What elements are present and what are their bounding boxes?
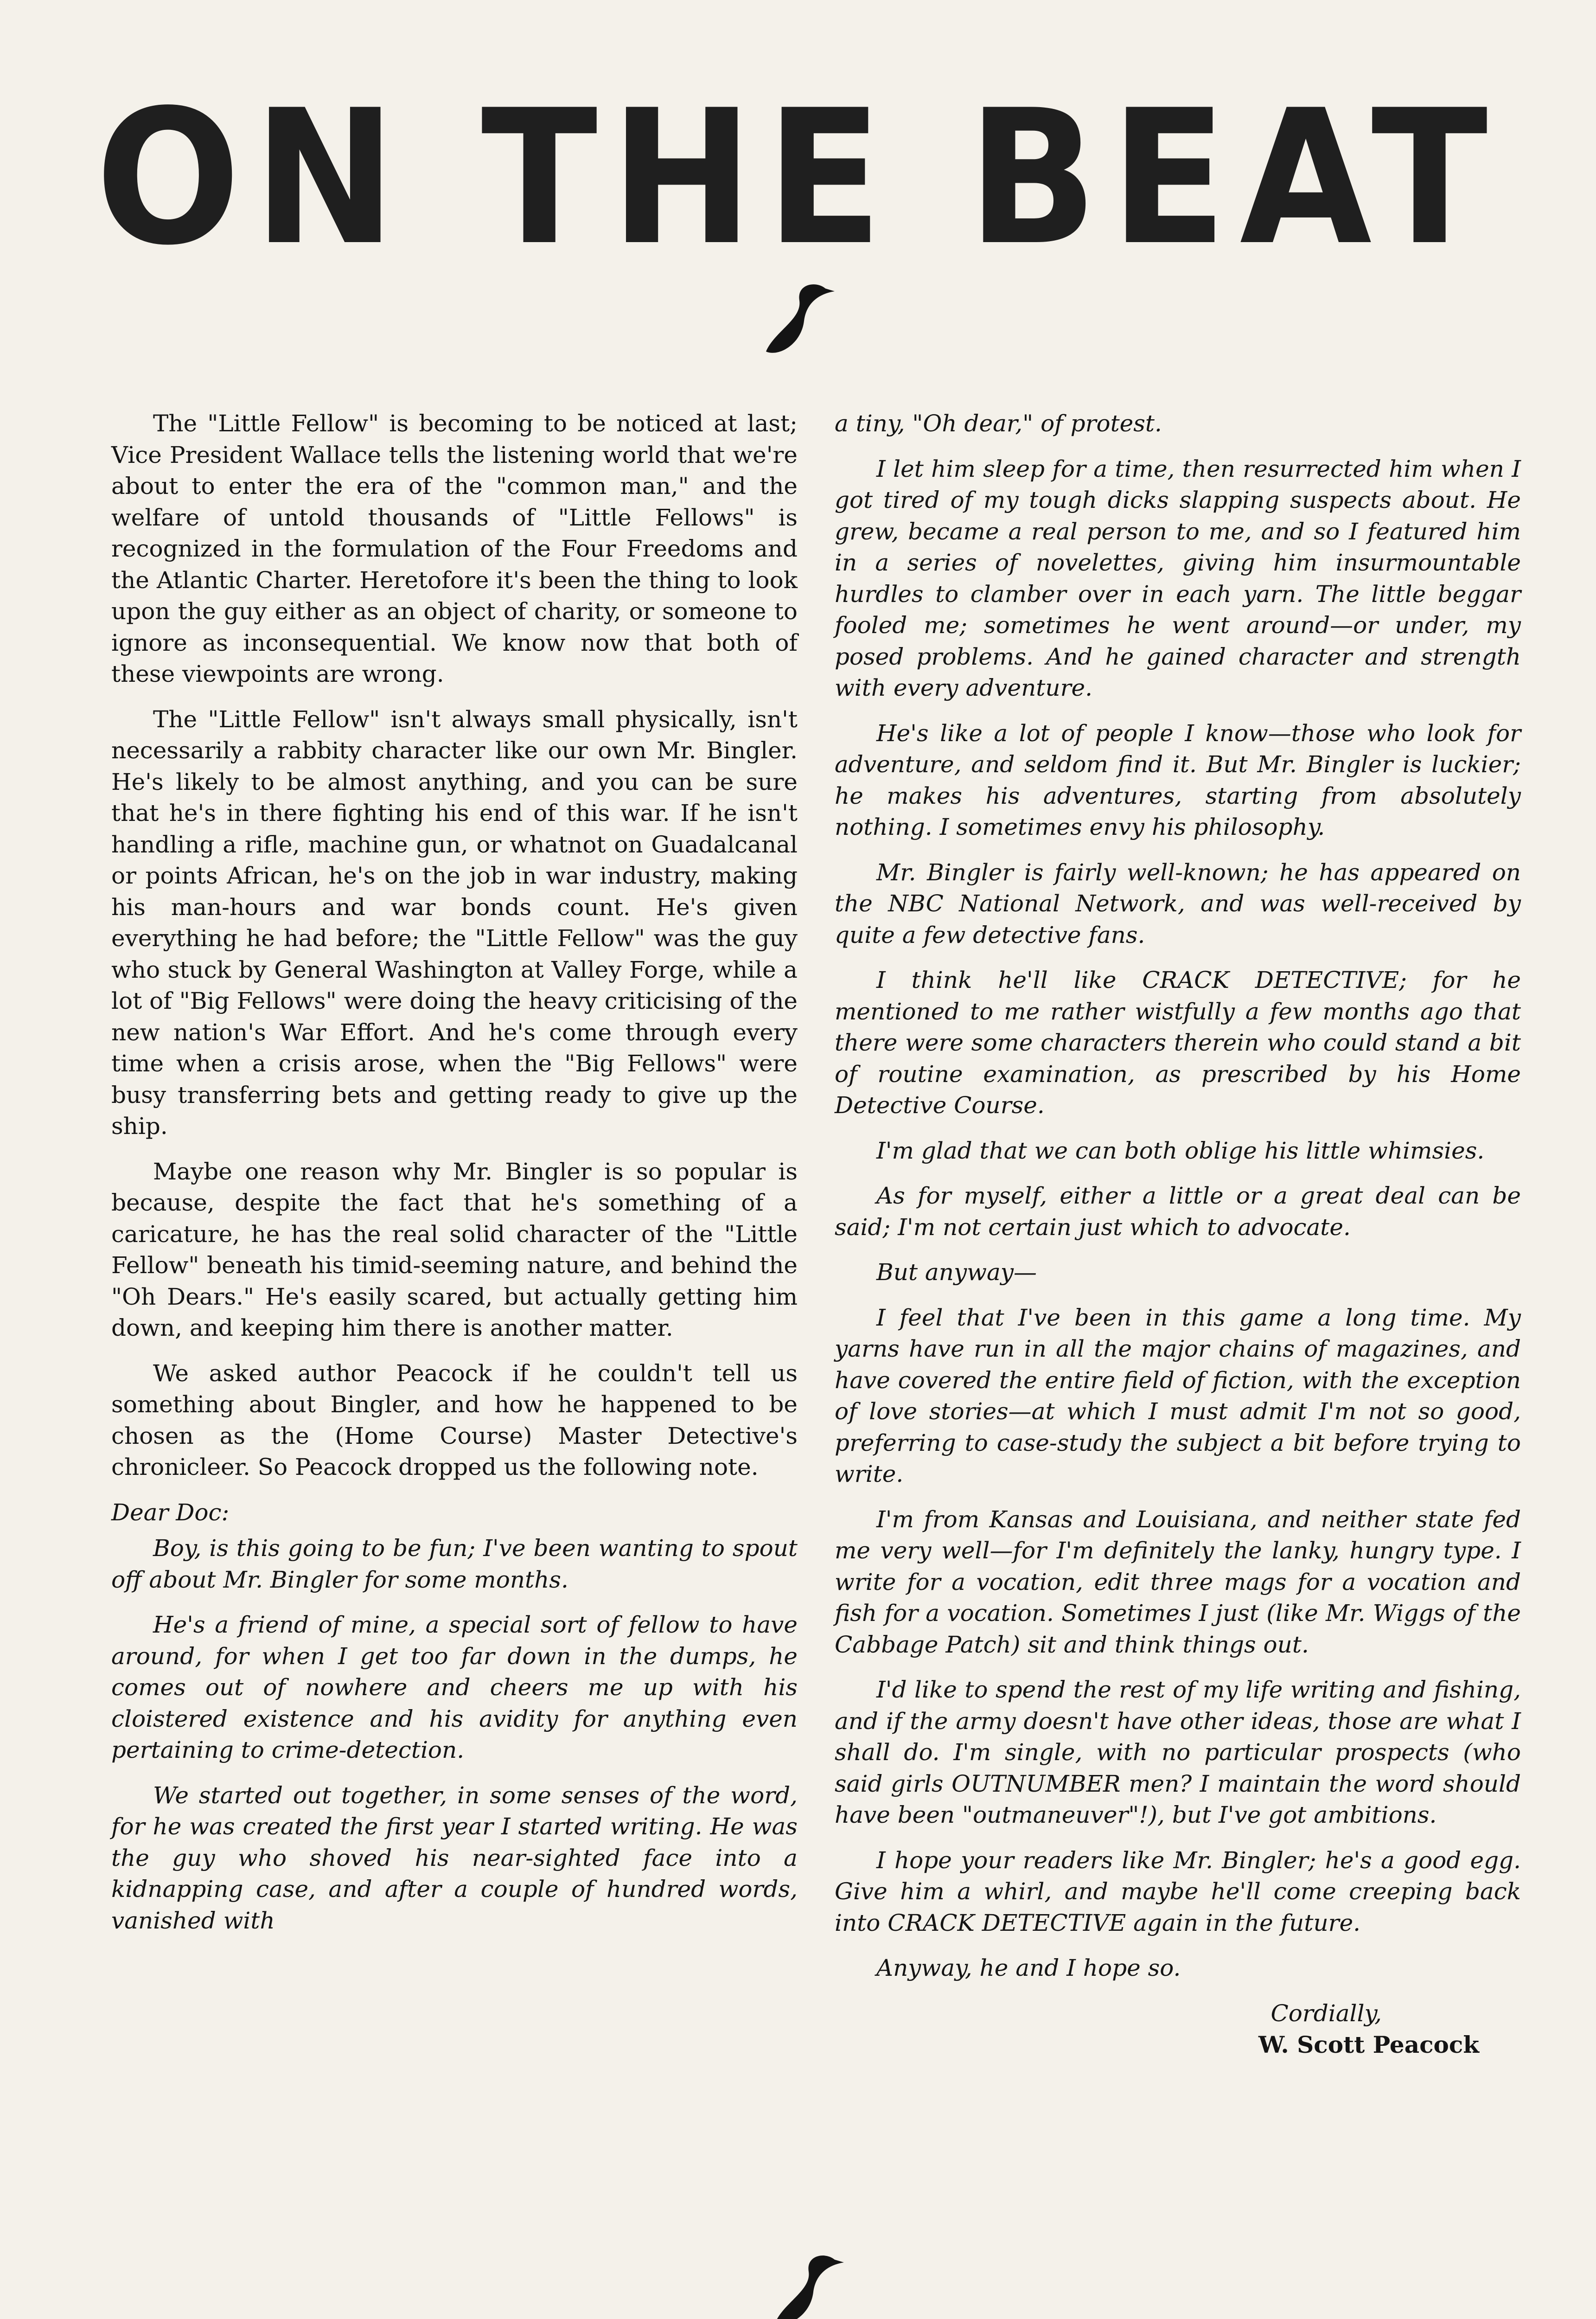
letter-paragraph: He's like a lot of people I know—those who look for adventure, and seldom find it. But Mr. Bingler is luckier; he makes his adventures, starting from absolutely nothing. I sometimes envy his philosophy. [835, 719, 1521, 840]
letter-paragraph: I'd like to spend the rest of my life writing and fishing, and if the army doesn't have other ideas, those are what I shall do. I'm single, with no particular prospects (who said girls OUTNUMBER men? I maintain the word should have been "outmaneuver"!), but I've got ambitions. [835, 1676, 1521, 1828]
letter-paragraph: I'm glad that we can both oblige his little whimsies. [876, 1137, 1485, 1164]
paragraph: We asked author Peacock if he couldn't tell us something about Bingler, and how he happened to be chosen as the (Home Course) Master Detective's chronicleer. So Peacock dropped us the following note. [111, 1359, 798, 1480]
swash-ornament-icon [756, 278, 849, 362]
letter-closing: Cordially, [1270, 1999, 1382, 2027]
letter-paragraph: a tiny, "Oh dear," of protest. [835, 410, 1162, 437]
swash-ornament-icon [765, 2249, 858, 2319]
letter-paragraph: Mr. Bingler is fairly well-known; he has appeared on the NBC National Network, and was well-received by quite a few detective fans. [835, 858, 1521, 948]
letter-paragraph: As for myself, either a little or a great deal can be said; I'm not certain just which to advocate. [835, 1182, 1521, 1241]
letter-paragraph: But anyway— [876, 1259, 1037, 1286]
letter-paragraph: I feel that I've been in this game a long time. My yarns have run in all the major chains of magazines, and have covered the entire field of fiction, with the exception of love stories—at which I must admit I'm not so good, preferring to case-study the subject a bit before trying to write. [835, 1304, 1521, 1487]
letter-signature: W. Scott Peacock [1258, 2031, 1479, 2058]
letter-paragraph: Boy, is this going to be fun; I've been wanting to spout off about Mr. Bingler for some months. [111, 1535, 798, 1593]
paragraph: The "Little Fellow" is becoming to be noticed at last; Vice President Wallace tells the listening world that we're about to enter the era of the "common man," and the welfare of untold thousands of "Little Fellows" is recognized in the formulation of the Four Freedoms and the Atlantic Charter. Heretofore it's been the thing to look upon the guy either as an object of charity, or someone to ignore as inconsequential. We know now that both of these viewpoints are wrong. [111, 410, 798, 687]
letter-paragraph: Anyway, he and I hope so. [876, 1954, 1181, 1981]
paragraph: Maybe one reason why Mr. Bingler is so popular is because, despite the fact that he's something of a caricature, he has the real solid character of the "Little Fellow" beneath his timid-seeming nature, and behind the "Oh Dears." He's easily scared, but actually getting him down, and keeping him there is another matter. [111, 1158, 798, 1341]
letter-paragraph: I hope your readers like Mr. Bingler; he's a good egg. Give him a whirl, and maybe he'll come creeping back into CRACK DETECTIVE again in the future. [835, 1846, 1521, 1936]
page-title: ON THE BEAT [95, 70, 1501, 286]
paragraph: The "Little Fellow" isn't always small physically, isn't necessarily a rabbity character like our own Mr. Bingler. He's likely to be almost anything, and you can be sure that he's in there fighting his end of this war. If he isn't handling a rifle, machine gun, or whatnot on Guadalcanal or points African, he's on the job in war industry, making his man-hours and war bonds count. He's given everything he had before; the "Little Fellow" was the guy who stuck by General Washington at Valley Forge, while a lot of "Big Fellows" were doing the heavy criticising of the new nation's War Effort. And he's come through every time when a crisis arose, when the "Big Fellows" were busy transferring bets and getting ready to give up the ship. [111, 705, 798, 1140]
left-column [111, 408, 798, 1950]
letter-paragraph: He's a friend of mine, a special sort of fellow to have around, for when I get too far down in the dumps, he comes out of nowhere and cheers me up with his cloistered existence and his avidity for anything even pertaining to crime-detection. [111, 1611, 798, 1763]
right-column [835, 408, 1521, 2061]
letter-paragraph: I'm from Kansas and Louisiana, and neither state fed me very well—for I'm definitely the lanky, hungry type. I write for a vocation, edit three mags for a vocation and fish for a vocation. Sometimes I just (like Mr. Wiggs of the Cabbage Patch) sit and think things out. [835, 1505, 1521, 1658]
letter-paragraph: I think he'll like CRACK DETECTIVE; for he mentioned to me rather wistfully a few months ago that there were some characters therein who could stand a bit of routine examination, as prescribed by his Home Detective Course. [835, 967, 1521, 1119]
letter-salutation: Dear Doc: [111, 1499, 230, 1526]
letter-paragraph: We started out together, in some senses of the word, for he was created the first year I started writing. He was the guy who shoved his near-sighted face into a kidnapping case, and after a couple of hundred words, vanished with [111, 1781, 798, 1934]
letter-paragraph: I let him sleep for a time, then resurrected him when I got tired of my tough dicks slapping suspects about. He grew, became a real person to me, and so I featured him in a series of novelettes, giving him insurmountable hurdles to clamber over in each yarn. The little beggar fooled me; sometimes he went around—or under, my posed problems. And he gained character and strength with every adventure. [835, 455, 1521, 701]
